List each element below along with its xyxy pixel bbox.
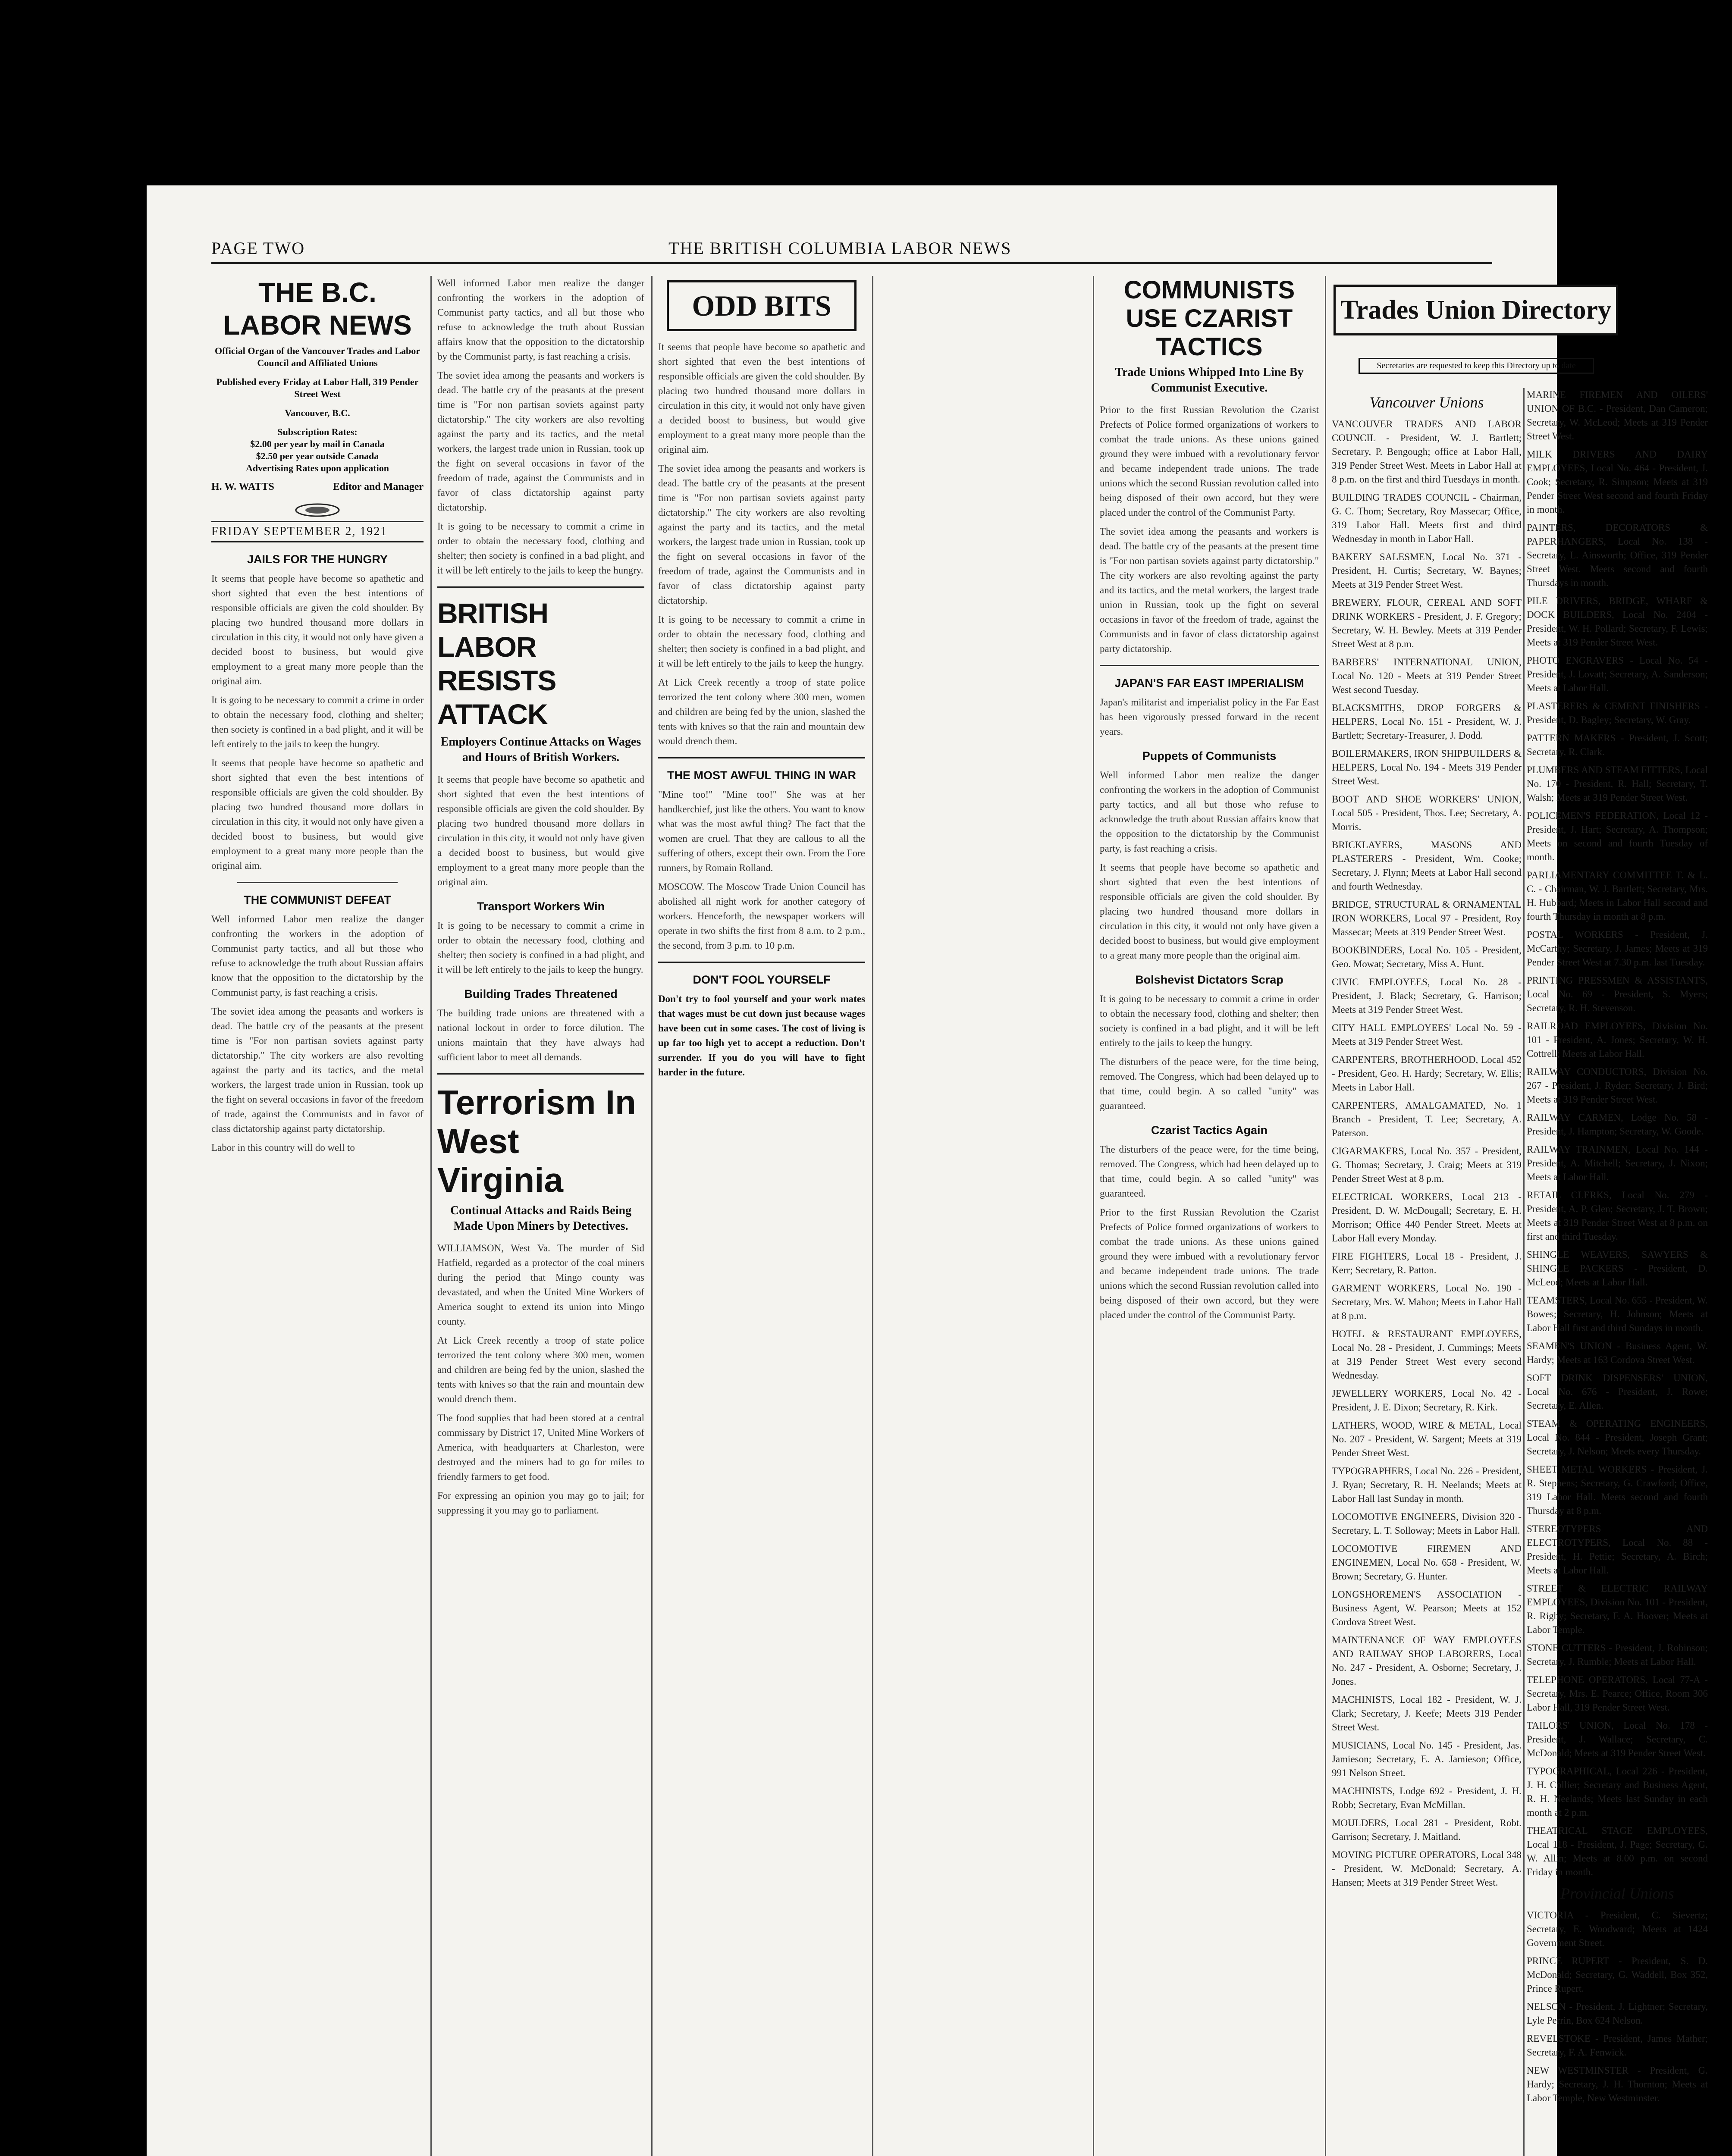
directory-title: Trades Union Directory [1340,295,1611,325]
union-entry: PRINTING PRESSMEN & ASSISTANTS, Local No. 69 - President, S. Myers; Secretary, R. H. Stevenson. [1527,975,1708,1013]
union-entry: BOILERMAKERS, IRON SHIPBUILDERS & HELPERS, Local No. 194 - Meets 319 Pender Street West. [1332,748,1522,787]
union-entry: RAILROAD EMPLOYEES, Division No. 101 - President, A. Jones; Secretary, W. H. Cottrell; Meets at Labor Hall. [1527,1021,1708,1059]
puppets-subhead: Puppets of Communists [1142,749,1277,762]
dont-fool-paragraph: Don't try to fool yourself and your work mates that wages must be cut down just because wages have been cut in some cases. The cost of living is up far too high yet to accept a reduction. Don't surrender. If you do you will have to fight harder in the future. [658,993,865,1078]
jails-paragraph: It seems that people have become so apathetic and short sighted that even the best intentions of responsible officials are given the cold shoulder. By placing two hundred thousand more dollars in circulation in this city, it would not only have given a decided boost to business, but would give employment to a great many more people than the original aim. [211,758,424,871]
article-text: The soviet idea among the peasants and workers is dead. The battle cry of the peasants at the present time is "For non partisan soviets against party dictatorship." The city workers are also revolting against the party and its tactics, and the metal workers, the largest trade union in Russian, took up the fight on several occasions in favor of the freedom of trade, against the Communists and in favor of class dictatorship against party dictatorship. [437,370,644,513]
building-paragraph: The building trade unions are threatened with a national lockout in order to force dilution. The unions maintain that they have always had sufficient labor to meet all demands. [437,1008,644,1062]
union-entry: STONE CUTTERS - President, J. Robinson; Secretary, J. Rumble; Meets at Labor Hall. [1527,1642,1708,1667]
union-entry: MOVING PICTURE OPERATORS, Local 348 - President, W. McDonald; Secretary, A. Hansen; Meets at 319 Pender Street West. [1332,1849,1522,1888]
union-emblem-icon [294,501,341,519]
directory-note: Secretaries are requested to keep this Directory up to date [1359,358,1594,374]
british-labor-headline: BRITISH LABOR RESISTS ATTACK [437,597,556,730]
union-entry: HOTEL & RESTAURANT EMPLOYEES, Local No. 28 - President, J. Cummings; Meets at 319 Pender Street West every second Wednesday. [1332,1329,1522,1381]
union-entry: MACHINISTS, Lodge 692 - President, J. H. Robb; Secretary, Evan McMillan. [1332,1786,1522,1810]
communists-paragraph: The disturbers of the peace were, for the time being, removed. The Congress, which had been delayed up to that time, could begin. A so called "unity" was guaranteed. [1100,1056,1319,1111]
divider [658,962,865,963]
union-entry: MARINE FIREMEN AND OILERS' UNION OF B.C. - President, Dan Cameron; Secretary, W. McLeod; Meets at 319 Pender Street West. [1527,389,1708,442]
column-rule [872,276,873,2156]
column-4 [1100,276,1319,2156]
divider [437,586,644,588]
union-entry: JEWELLERY WORKERS, Local No. 42 - President, J. E. Dixon; Secretary, R. Kirk. [1332,1388,1522,1413]
communists-paragraph: Prior to the first Russian Revolution the Czarist Prefects of Police formed organizations of workers to combat the trade unions. As these unions gained ground they were imbued with a revolutionary fervor and became independent trade unions. The trade unions which the second Russian revolution called into being disposed of their own accord, but they were placed under the control of the Communist Party. [1100,1207,1319,1320]
column-rule [1523,388,1525,2156]
column-2 [437,276,644,2156]
divider [437,1073,644,1075]
union-entry: TEAMSTERS, Local No. 655 - President, W. Bowes; Secretary, H. Johnson; Meets at Labor Hall first and third Sundays in month. [1527,1295,1708,1333]
union-label-emblem [211,499,424,521]
moscow-paragraph: MOSCOW. The Moscow Trade Union Council has abolished all night work for another category of workers. Henceforth, the newspaper workers will operate in two shifts the first from 8 a.m. to 2 p.m., the second, from 3 p.m. to 10 p.m. [658,881,865,951]
communists-paragraph: The soviet idea among the peasants and workers is dead. The battle cry of the peasants at the present time is "For non partisan soviets against party dictatorship." The city workers are also revolting against the party and its tactics, and the metal workers, the largest trade union in Russian, took up the fight on several occasions in favor of the freedom of trade, against the Communists and in favor of class dictatorship against party dictatorship. [1100,526,1319,654]
vancouver-unions-heading: Vancouver Unions [1369,394,1484,411]
provincial-unions-heading: Provincial Unions [1560,1885,1674,1902]
communist-defeat-paragraph: Labor in this country will do well to [211,1142,355,1153]
provincial-union-entry: VICTORIA - President, C. Sievertz; Secretary, E. Woodward; Meets at 1424 Government Street. [1527,1910,1708,1948]
city-line: Vancouver, B.C. [285,407,350,418]
union-entry: BOOKBINDERS, Local No. 105 - President, Geo. Mowat; Secretary, Miss A. Hunt. [1332,945,1522,969]
publisher-line: Published every Friday at Labor Hall, 319 Pender Street West [216,376,419,399]
union-entry: RETAIL CLERKS, Local No. 279 - President, A. P. Glen; Secretary, J. T. Brown; Meets at 319 Pender Street West at 8 p.m. on first and third Tuesday. [1527,1190,1708,1242]
communists-paragraph: Well informed Labor men realize the danger confronting the workers in the adoption of Communist party tactics, and all but those who refuse to acknowledge the truth about Russian affairs know that the opposition to the dictatorship by the Communist party, is fast reaching a crisis. [1100,770,1319,854]
union-entry: BLACKSMITHS, DROP FORGERS & HELPERS, Local No. 151 - President, W. J. Bartlett; Secretary-Treasurer, J. Dodd. [1332,702,1522,741]
union-entry: SHEET METAL WORKERS - President, J. R. Stephens; Secretary, G. Crawford; Office, 319 Labor Hall. Meets second and fourth Thursday at 8 p.m. [1527,1464,1708,1516]
editor-role: Editor and Manager [333,481,424,492]
union-entry: CARPENTERS, BROTHERHOOD, Local 452 - President, Geo. H. Hardy; Secretary, W. Ellis; Meets in Labor Hall. [1332,1054,1522,1093]
union-entry: LONGSHOREMEN'S ASSOCIATION - Business Agent, W. Pearson; Meets at 152 Cordova Street West. [1332,1589,1522,1627]
divider [658,757,865,758]
editor-name: H. W. WATTS [211,481,274,492]
article-text: It is going to be necessary to commit a crime in order to obtain the necessary food, clothing and shelter; then society is confined in a bad plight, and it will be left entirely to the jails to keep the hungry. [658,614,865,669]
official-organ: Official Organ of the Vancouver Trades and Labor Council and Affiliated Unions [214,345,420,368]
union-entry: BARBERS' INTERNATIONAL UNION, Local No. 120 - Meets at 319 Pender Street West second Tuesday. [1332,657,1522,695]
union-entry: SHINGLE WEAVERS, SAWYERS & SHINGLE PACKERS - President, D. McLeod; Meets at Labor Hall. [1527,1249,1708,1288]
union-entry: PATTERN MAKERS - President, J. Scott; Secretary, R. Clark. [1527,733,1708,757]
communists-paragraph: It seems that people have become so apathetic and short sighted that even the best intentions of responsible officials are given the cold shoulder. By placing two hundred thousand more dollars in circulation in this city, it would not only have given a decided boost to business, but would give employment to a great many more people than the original aim. [1100,862,1319,961]
union-entry: MOULDERS, Local 281 - President, Robt. Garrison; Secretary, J. Maitland. [1332,1818,1522,1842]
union-entry: TAILORS' UNION, Local No. 178 - President, J. Wallace; Secretary, C. McDonald; Meets at 319 Pender Street West. [1527,1720,1708,1758]
union-entry: PAINTERS, DECORATORS & PAPERHANGERS, Local No. 138 - Secretary, L. Ainsworth; Office, 319 Pender Street West. Meets second and fourth Thursdays in month. [1527,522,1708,588]
union-entry-list [1527,388,1708,1879]
union-entry-list [1332,417,1522,1890]
jails-paragraph: It is going to be necessary to commit a crime in order to obtain the necessary food, clothing and shelter; then society is confined in a bad plight, and it will be left entirely to the jails to keep the hungry. [211,695,424,749]
jails-paragraph: It seems that people have become so apathetic and short sighted that even the best intentions of responsible officials are given the cold shoulder. By placing two hundred thousand more dollars in circulation in this city, it would not only have given a decided boost to business, but would give employment to a great many more people than the original aim. [211,573,424,686]
union-entry: MACHINISTS, Local 182 - President, W. J. Clark; Secretary, J. Keefe; Meets 319 Pender Street West. [1332,1694,1522,1733]
directory-title-box [1334,285,1618,335]
union-entry: CITY HALL EMPLOYEES' Local No. 59 - Meets at 319 Pender Street West. [1332,1022,1522,1047]
provincial-union-entry: NELSON - President, J. Lightner; Secretary, Lyle Perrin, Box 624 Nelson. [1527,2001,1708,2026]
communist-defeat-paragraph: The soviet idea among the peasants and workers is dead. The battle cry of the peasants at the present time is "For non partisan soviets against party dictatorship." The city workers are also revolting against the party and its tactics, and the metal workers, the largest trade union in Russian, took up the fight on several occasions in favor of the freedom of trade, against the Communists and in favor of class dictatorship against party dictatorship. [211,1006,424,1134]
newspaper-title: THE BRITISH COLUMBIA LABOR NEWS [668,238,1012,258]
union-entry: RAILWAY CONDUCTORS, Division No. 267 - President, J. Ryder; Secretary, J. Bird; Meets at 319 Pender Street West. [1527,1066,1708,1105]
advertising-line: Advertising Rates upon application [246,463,389,473]
union-entry: MAINTENANCE OF WAY EMPLOYEES AND RAILWAY SHOP LABORERS, Local No. 247 - President, A. Osborne; Secretary, J. Jones. [1332,1635,1522,1687]
provincial-entry-list [1527,1908,1708,2105]
terrorism-subtitle: Continual Attacks and Raids Being Made Upon Miners by Detectives. [450,1204,632,1233]
union-entry: BUILDING TRADES COUNCIL - Chairman, G. C. Thom; Secretary, Roy Massecar; Office, 319 Labor Hall. Meets first and third Wednesday in month in Labor Hall. [1332,492,1522,544]
union-entry: STREET & ELECTRIC RAILWAY EMPLOYEES, Division No. 101 - President, R. Rigby; Secretary, F. A. Hoover; Meets at Labor Temple. [1527,1583,1708,1635]
bolshevist-subhead: Bolshevist Dictators Scrap [1135,973,1283,986]
provincial-union-entry: PRINCE RUPERT - President, S. D. McDonald; Secretary, G. Waddell, Box 352, Prince Rupert. [1527,1955,1708,1994]
union-entry: GARMENT WORKERS, Local No. 190 - Secretary, Mrs. W. Mahon; Meets in Labor Hall at 8 p.m. [1332,1283,1522,1321]
union-entry: BRICKLAYERS, MASONS AND PLASTERERS - President, Wm. Cooke; Secretary, J. Flynn; Meets at Labor Hall second and fourth Wednesday. [1332,840,1522,892]
page-number: PAGE TWO [211,238,305,258]
union-entry: BAKERY SALESMEN, Local No. 371 - President, H. Curtis; Secretary, W. Baynes; Meets at 319 Pender Street West. [1332,552,1522,590]
article-text: At Lick Creek recently a troop of state police terrorized the tent colony where 300 men, women and children are being fed by the union, slashed the tents with knives so that the rain and mountain dew would drench them. [658,677,865,746]
union-entry: RAILWAY CARMEN, Lodge No. 58 - President, J. Hampton; Secretary, W. Goode. [1527,1112,1708,1137]
british-labor-paragraph: It is going to be necessary to commit a crime in order to obtain the necessary food, clothing and shelter; then society is confined in a bad plight, and it will be left entirely to the jails to keep the hungry. [437,920,644,975]
union-entry: POLICEMEN'S FEDERATION, Local 12 - President, J. Hart; Secretary, A. Thompson; Meets on second and fourth Tuesday of month. [1527,810,1708,862]
terrorism-paragraph: At Lick Creek recently a troop of state police terrorized the tent colony where 300 men, women and children are being fed by the union, slashed the tents with knives so that the rain and mountain dew would drench them. [437,1335,644,1404]
column-rule [1093,276,1094,2156]
terrorism-headline: Terrorism In West Virginia [437,1083,636,1199]
awful-thing-paragraph: "Mine too!" "Mine too!" She was at her handkerchief, just like the others. You want to know what was the most awful thing? The fact that the women are cruel. That they are callous to all the suffering of others, except their own. From the Fore runners, by Romain Rolland. [658,789,865,873]
provincial-union-entry: NEW WESTMINSTER - President, G. Hardy; Secretary, J. H. Thornton; Meets at Labor Temple, New Westminster. [1527,2065,1708,2103]
union-entry: STEAM & OPERATING ENGINEERS, Local No. 844 - President, Joseph Grant; Secretary, J. Nelson; Meets every Thursday. [1527,1418,1708,1457]
union-entry: BRIDGE, STRUCTURAL & ORNAMENTAL IRON WORKERS, Local 97 - President, Roy Massecar; Meets at 319 Pender Street West. [1332,899,1522,937]
jails-headline: JAILS FOR THE HUNGRY [247,553,388,566]
british-labor-paragraph: It seems that people have become so apathetic and short sighted that even the best intentions of responsible officials are given the cold shoulder. By placing two hundred thousand more dollars in circulation in this city, it would not only have given a decided boost to business, but would give employment to a great many more people than the original aim. [437,774,644,887]
provincial-union-entry: REVELSTOKE - President, James Mather; Secretary, F. A. Fenwick. [1527,2033,1708,2058]
column-3 [658,276,865,2156]
union-entry: POSTAL WORKERS - President, J. McCarthy; Secretary, J. James; Meets at 319 Pender Street West at 7.30 p.m. last Tuesday. [1527,929,1708,968]
union-entry: PHOTO ENGRAVERS - Local No. 54 - President, J. Lovatt; Secretary, A. Sanderson; Meets at Labor Hall. [1527,655,1708,693]
odd-bits-box [667,280,857,331]
column-rule [651,276,653,2156]
union-entry: BREWERY, FLOUR, CEREAL AND SOFT DRINK WORKERS - President, J. F. Gregory; Secretary, W. H. Bewley. Meets at 319 Pender Street West at 8 p.m. [1332,597,1522,649]
union-entry: PLASTERERS & CEMENT FINISHERS - President, D. Bagley; Secretary, W. Gray. [1527,701,1708,725]
union-entry: CIGARMAKERS, Local No. 357 - President, G. Thomas; Secretary, J. Craig; Meets at 319 Pender Street West at 8 p.m. [1332,1146,1522,1184]
union-entry: CIVIC EMPLOYEES, Local No. 28 - President, J. Black; Secretary, G. Harrison; Meets at 319 Pender Street West. [1332,977,1522,1015]
communists-paragraph: The disturbers of the peace were, for the time being, removed. The Congress, which had been delayed up to that time, could begin. A so called "unity" was guaranteed. [1100,1144,1319,1199]
union-entry: THEATRICAL STAGE EMPLOYEES, Local 118 - President, J. Page; Secretary, G. W. Allin; Meets at 8.00 p.m. on second Friday in month. [1527,1825,1708,1877]
issue-date: FRIDAY SEPTEMBER 2, 1921 [211,521,424,542]
union-entry: VANCOUVER TRADES AND LABOR COUNCIL - President, W. J. Bartlett; Secretary, P. Bengough; office at Labor Hall, 319 Pender Street West. Meets in Labor Hall at 8 p.m. on the first and third Tuesdays in month. [1332,419,1522,485]
union-entry: BOOT AND SHOE WORKERS' UNION, Local 505 - President, Thos. Lee; Secretary, A. Morris. [1332,794,1522,832]
newspaper-page [147,185,1708,2156]
communists-subtitle: Trade Unions Whipped Into Line By Communist Executive. [1115,366,1304,395]
dont-fool-headline: DON'T FOOL YOURSELF [693,973,831,986]
union-entry: LOCOMOTIVE ENGINEERS, Division 320 - Secretary, L. T. Solloway; Meets in Labor Hall. [1332,1511,1522,1536]
communists-headline: COMMUNISTS USE CZARIST TACTICS [1123,276,1295,361]
odd-bits-headline: ODD BITS [692,289,831,322]
union-entry: CARPENTERS, AMALGAMATED, No. 1 Branch - President, T. Lee; Secretary, A. Paterson. [1332,1100,1522,1138]
union-entry: RAILWAY TRAINMEN, Local No. 144 - President, A. Mitchell; Secretary, J. Nixon; Meets at Labor Hall. [1527,1144,1708,1182]
japan-headline: JAPAN'S FAR EAST IMPERIALISM [1114,677,1304,689]
rate-outside: $2.50 per year outside Canada [256,451,379,461]
column-1 [211,276,424,2156]
union-entry: TYPOGRAPHERS, Local No. 226 - President, J. Ryan; Secretary, R. H. Neelands; Meets at Labor Hall last Sunday in month. [1332,1466,1522,1504]
union-entry: LATHERS, WOOD, WIRE & METAL, Local No. 207 - President, W. Sargent; Meets at 319 Pender Street West. [1332,1420,1522,1458]
union-entry: TYPOGRAPHICAL, Local 226 - President, J. H. Collier; Secretary and Business Agent, R. H. Neelands; Meets last Sunday in each month at 2 p.m. [1527,1766,1708,1818]
union-entry: TELEPHONE OPERATORS, Local 77-A - Secretary, Mrs. E. Pearce; Office, Room 306 Labor Hall, 319 Pender Street West. [1527,1674,1708,1713]
union-entry: MILK DRIVERS AND DAIRY EMPLOYEES, Local No. 464 - President, J. Cook; Secretary, R. Simpson; Meets at 319 Pender Street West second and fourth Friday in month. [1527,449,1708,515]
japan-paragraph: Japan's militarist and imperialist policy in the Far East has been vigorously pressed forward in the recent years. [1100,697,1319,737]
subscription-heading: Subscription Rates: [277,426,358,437]
british-labor-subtitle: Employers Continue Attacks on Wages and Hours of British Workers. [440,735,641,764]
article-text: It is going to be necessary to commit a crime in order to obtain the necessary food, clothing and shelter; then society is confined in a bad plight, and it will be left entirely to the jails to keep the hungry. [437,521,644,576]
union-entry: ELECTRICAL WORKERS, Local 213 - President, D. W. McDougall; Secretary, E. H. Morrison; Office 440 Pender Street. Meets at Labor Hall every Monday. [1332,1191,1522,1244]
article-text: It seems that people have become so apathetic and short sighted that even the best intentions of responsible officials are given the cold shoulder. By placing two hundred thousand more dollars in circulation in this city, it would not only have given a decided boost to business, but would give employment to a great many more people than the original aim. [658,342,865,455]
directory-vancouver-right [1527,388,1708,2156]
union-entry: PILE DRIVERS, BRIDGE, WHARF & DOCK BUILDERS, Local No. 2404 - President, W. H. Pollard; Secretary, F. Lewis; Meets at 319 Pender Street West. [1527,595,1708,648]
union-entry: PLUMBERS AND STEAM FITTERS, Local No. 170 - President, R. Hall; Secretary, T. Walsh; Meets at 319 Pender Street West. [1527,765,1708,803]
article-text: The soviet idea among the peasants and workers is dead. The battle cry of the peasants at the present time is "For non partisan soviets against party dictatorship." The city workers are also revolting against the party and its tactics, and the metal workers, the largest trade union in Russian, took up the fight on several occasions in favor of the freedom of trade, against the Communists and in favor of class dictatorship against party dictatorship. [658,463,865,606]
union-entry: PARLIAMENTARY COMMITTEE T. & L. C. - Chairman, W. J. Bartlett; Secretary, Mrs. H. Hubbard; Meets in Labor Hall second and fourth Thursday in month at 8 p.m. [1527,870,1708,922]
article-text: Well informed Labor men realize the danger confronting the workers in the adoption of Communist party tactics, and all but those who refuse to acknowledge the truth about Russian affairs know that the opposition to the dictatorship by the Communist party, is fast reaching a crisis. [437,278,644,362]
terrorism-paragraph: WILLIAMSON, West Va. The murder of Sid Hatfield, regarded as a protector of the coal miners during the period that Mingo county was devastated, and when the United Mine Workers of America sought to extend its union into Mingo county. [437,1243,644,1327]
column-rule [1325,276,1326,2156]
union-entry: STEREOTYPERS AND ELECTROTYPERS, Local No. 88 - President, H. Pettie; Secretary, A. Birch; Meets at Labor Hall. [1527,1523,1708,1576]
union-entry: SEAMEN'S UNION - Business Agent, W. Hardy; Meets at 163 Cordova Street West. [1527,1341,1708,1365]
editor-line [211,481,424,497]
transport-subhead: Transport Workers Win [477,900,605,913]
page-header [211,238,1492,264]
union-entry: FIRE FIGHTERS, Local 18 - President, J. Kerr; Secretary, R. Patton. [1332,1251,1522,1275]
divider [237,882,398,883]
union-entry: MUSICIANS, Local No. 145 - President, Jas. Jamieson; Secretary, E. A. Jamieson; Office, 991 Nelson Street. [1332,1740,1522,1778]
column-rule [430,276,432,2156]
union-entry: LOCOMOTIVE FIREMEN AND ENGINEMEN, Local No. 658 - President, W. Brown; Secretary, G. Hunter. [1332,1543,1522,1582]
communists-paragraph: It is going to be necessary to commit a crime in order to obtain the necessary food, clothing and shelter; then society is confined in a bad plight, and it will be left entirely to the jails to keep the hungry. [1100,993,1319,1048]
building-subhead: Building Trades Threatened [464,987,618,1000]
rate-canada: $2.00 per year by mail in Canada [250,439,385,449]
communist-defeat-paragraph: Well informed Labor men realize the danger confronting the workers in the adoption of Communist party tactics, and all but those who refuse to acknowledge the truth about Russian affairs know that the opposition to the dictatorship by the Communist party, is fast reaching a crisis. [211,914,424,998]
communist-defeat-headline: THE COMMUNIST DEFEAT [244,893,391,906]
communists-paragraph: Prior to the first Russian Revolution the Czarist Prefects of Police formed organizations of workers to combat the trade unions. As these unions gained ground they were imbued with a revolutionary fervor and became independent trade unions. The trade unions which the second Russian revolution called into being disposed of their own accord, but they were placed under the control of the Communist Party. [1100,404,1319,518]
awful-thing-headline: THE MOST AWFUL THING IN WAR [667,769,856,782]
terrorism-paragraph: The food supplies that had been stored at a central commissary by District 17, United Mine Workers of America, with headquarters at Charleston, were destroyed and the miners had to go for miles to friendly farmers to get food. [437,1413,644,1482]
divider [1100,665,1319,666]
directory-vancouver-left [1332,388,1522,2156]
masthead-title: THE B.C. LABOR NEWS [223,277,412,341]
union-entry: SOFT DRINK DISPENSERS' UNION, Local No. 676 - President, J. Rowe; Secretary, E. Allen. [1527,1373,1708,1411]
quote-paragraph: For expressing an opinion you may go to jail; for suppressing it you may go to parliament. [437,1490,644,1516]
czarist-again-subhead: Czarist Tactics Again [1151,1124,1268,1137]
